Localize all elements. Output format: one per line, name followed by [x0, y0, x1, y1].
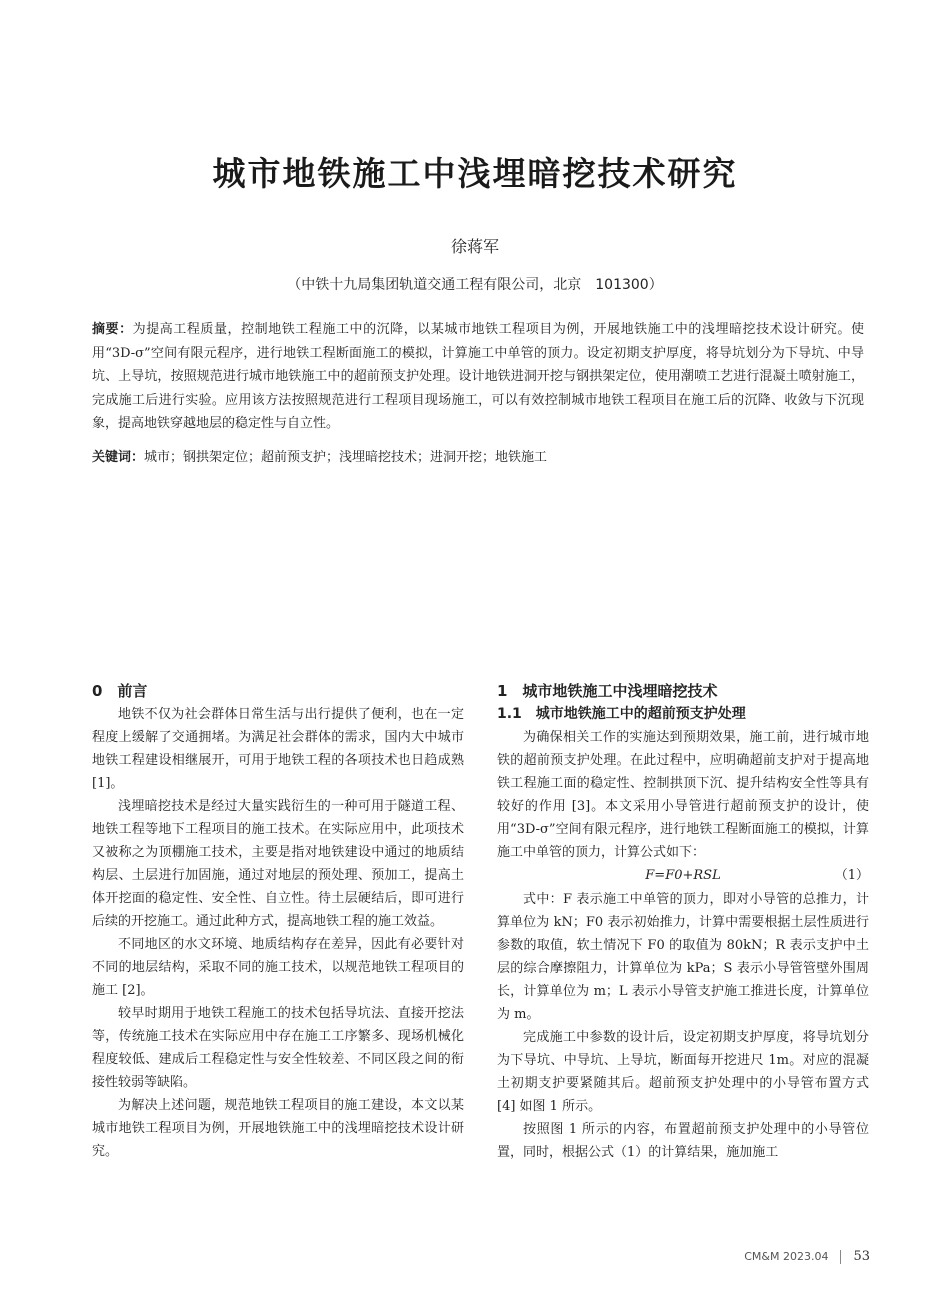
- formula-number: （1）: [834, 868, 869, 883]
- body-paragraph: 为确保相关工作的实施达到预期效果，施工前，进行城市地铁的超前预支护处理。在此过程中，应明确超前支护对于提高地铁工程施工面的稳定性、控制拱顶下沉、提升结构安全性等具有较好的作用 [3]。本文采用小导管进行超前预支护的设计，使用“3D-σ”空间有限元程序，进行地铁工程断面施工的模拟，计算施工中单管的顶力，计算公式如下：: [497, 730, 869, 860]
- intro-paragraph: 不同地区的水文环境、地质结构存在差异，因此有必要针对不同的地层结构，采取不同的施工技术，以规范地铁工程项目的施工 [2]。: [92, 937, 464, 998]
- affiliation: （中铁十九局集团轨道交通工程有限公司，北京 101300）: [287, 277, 663, 293]
- page-footer: [744, 1249, 870, 1264]
- subsection-heading-1-1: 1.1 城市地铁施工中的超前预支护处理: [497, 706, 746, 722]
- abstract: [92, 318, 864, 436]
- intro-paragraph: 地铁不仅为社会群体日常生活与出行提供了便利，也在一定程度上缓解了交通拥堵。为满足社会群体的需求，国内大中城市地铁工程建设相继展开，可用于地铁工程的各项技术也日趋成熟 [1]。: [92, 707, 464, 791]
- intro-paragraph: 浅埋暗挖技术是经过大量实践衍生的一种可用于隧道工程、地铁工程等地下工程项目的施工技术。在实际应用中，此项技术又被称之为顶棚施工技术，主要是指对地铁建设中通过的地质结构层、土层进行加固施，通过对地层的预处理、预加工，提高土体开挖面的稳定性、安全性、自立性。待土层硬结后，即可进行后续的开挖施工。通过此种方式，提高地铁工程的施工效益。: [92, 799, 464, 929]
- section-heading-1: 1 城市地铁施工中浅埋暗挖技术: [497, 682, 718, 700]
- keywords-text: 城市；钢拱架定位；超前预支护；浅埋暗挖技术；进洞开挖；地铁施工: [144, 450, 548, 465]
- abstract-text: 为提高工程质量，控制地铁工程施工中的沉降，以某城市地铁工程项目为例，开展地铁施工中的浅埋暗挖技术设计研究。使用“3D-σ”空间有限元程序，进行地铁工程断面施工的模拟，计算施工中单管的顶力。设定初期支护厚度，将导坑划分为下导坑、中导坑、上导坑，按照规范进行城市地铁施工中的超前预支护处理。设计地铁进洞开挖与钢拱架定位，使用潮喷工艺进行混凝土喷射施工，完成施工后进行实验。应用该方法按照规范进行工程项目现场施工，可以有效控制城市地铁工程项目在施工后的沉降、收敛与下沉现象，提高地铁穿越地层的稳定性与自立性。: [92, 322, 864, 431]
- formula-expression: F=F0+RSL: [645, 868, 721, 883]
- paper-title: 城市地铁施工中浅埋暗挖技术研究: [212, 154, 738, 193]
- page-number: 53: [853, 1249, 870, 1264]
- left-column: [92, 680, 464, 1163]
- formula-1: [497, 864, 869, 888]
- keywords: [92, 446, 864, 469]
- body-paragraph: 按照图 1 所示的内容，布置超前预支护处理中的小导管位置，同时，根据公式（1）的计算结果，施加施工: [497, 1122, 869, 1160]
- intro-paragraph: 较早时期用于地铁工程施工的技术包括导坑法、直接开挖法等，传统施工技术在实际应用中存在施工工序繁多、现场机械化程度较低、建成后工程稳定性与安全性较差、不同区段之间的衔接性较弱等缺陷。: [92, 1006, 464, 1090]
- abstract-label: 摘要：: [92, 322, 133, 337]
- footer-divider: [840, 1250, 841, 1264]
- body-paragraph: 式中：F 表示施工中单管的顶力，即对小导管的总推力，计算单位为 kN；F0 表示初始推力，计算中需要根据土层性质进行参数的取值，软土情况下 F0 的取值为 80kN；R 表示支护中土层的综合摩擦阻力，计算单位为 kPa；S 表示小导管管壁外围周长，计算单位为 m；L 表示小导管支护施工推进长度，计算单位为 m。: [497, 892, 869, 1022]
- body-paragraph: 完成施工中参数的设计后，设定初期支护厚度，将导坑划分为下导坑、中导坑、上导坑，断面每开挖进尺 1m。对应的混凝土初期支护要紧随其后。超前预支护处理中的小导管布置方式 [4] 如图 1 所示。: [497, 1030, 869, 1114]
- keywords-label: 关键词：: [92, 450, 145, 465]
- intro-paragraph: 为解决上述问题，规范地铁工程项目的施工建设，本文以某城市地铁工程项目为例，开展地铁施工中的浅埋暗挖技术设计研究。: [92, 1098, 464, 1159]
- author-name: 徐蒋军: [450, 237, 499, 256]
- journal-issue: CM&M 2023.04: [744, 1250, 829, 1263]
- section-heading-intro: 0 前言: [92, 682, 148, 700]
- right-column: [497, 680, 869, 1164]
